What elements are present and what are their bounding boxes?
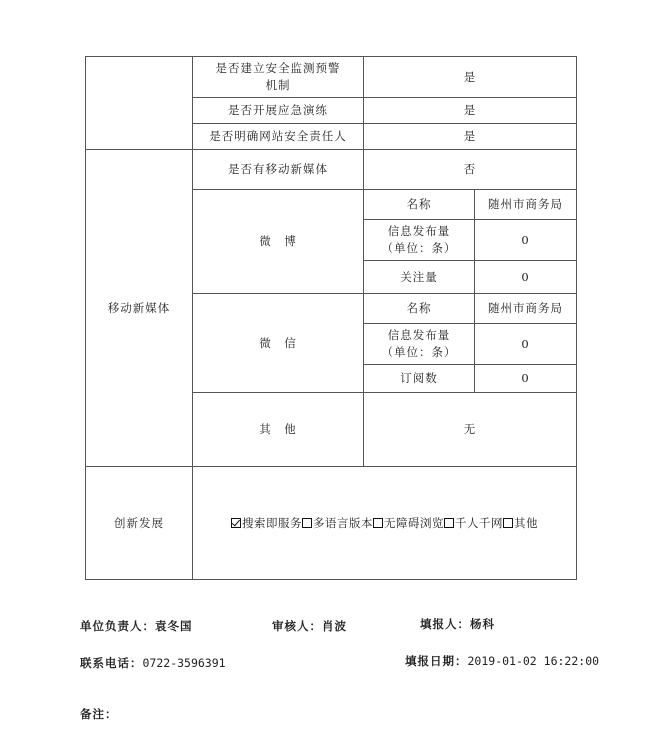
- other-value: 无: [364, 393, 577, 467]
- weibo-posts-value: 0: [475, 220, 577, 261]
- filler: 填报人：杨科: [420, 617, 495, 631]
- wechat-name-value: 随州市商务局: [475, 294, 577, 324]
- weibo-label: 微 博: [193, 190, 364, 294]
- has-media-label: 是否有移动新媒体: [193, 150, 364, 190]
- wechat-name-label: 名称: [364, 294, 475, 324]
- has-media-value: 否: [364, 150, 577, 190]
- option-personalized[interactable]: 千人千网: [444, 516, 503, 530]
- checkbox-icon[interactable]: [302, 518, 312, 528]
- monitoring-value: 是: [364, 57, 577, 98]
- checkbox-icon[interactable]: [231, 518, 241, 528]
- wechat-subscribers-value: 0: [475, 365, 577, 393]
- wechat-posts-label: 信息发布量 （单位：条）: [364, 324, 475, 365]
- weibo-followers-label: 关注量: [364, 261, 475, 294]
- responsible-value: 是: [364, 124, 577, 150]
- contact-phone: 联系电话：0722-3596391: [80, 656, 226, 670]
- responsible-label: 是否明确网站安全责任人: [193, 124, 364, 150]
- option-search-service[interactable]: 搜索即服务: [231, 516, 302, 530]
- weibo-name-value: 随州市商务局: [475, 190, 577, 220]
- checkbox-icon[interactable]: [444, 518, 454, 528]
- checkbox-icon[interactable]: [503, 518, 513, 528]
- drill-label: 是否开展应急演练: [193, 98, 364, 124]
- weibo-posts-label: 信息发布量 （单位：条）: [364, 220, 475, 261]
- option-multilingual[interactable]: 多语言版本: [302, 516, 373, 530]
- option-accessibility[interactable]: 无障碍浏览: [373, 516, 444, 530]
- unit-head: 单位负责人：袁冬国: [80, 619, 193, 633]
- wechat-posts-value: 0: [475, 324, 577, 365]
- innovation-options: [193, 467, 577, 580]
- wechat-subscribers-label: 订阅数: [364, 365, 475, 393]
- reviewer: 审核人：肖波: [272, 619, 347, 633]
- option-other[interactable]: 其他: [503, 516, 538, 530]
- drill-value: 是: [364, 98, 577, 124]
- wechat-label: 微 信: [193, 294, 364, 393]
- blank-cell: [86, 57, 193, 150]
- mobile-section-label: 移动新媒体: [86, 150, 193, 467]
- innovation-section-label: 创新发展: [86, 467, 193, 580]
- weibo-followers-value: 0: [475, 261, 577, 294]
- remarks-label: 备注：: [80, 707, 118, 721]
- other-label: 其 他: [193, 393, 364, 467]
- checkbox-icon[interactable]: [373, 518, 383, 528]
- monitoring-label: 是否建立安全监测预警 机制: [193, 57, 364, 98]
- report-table: [85, 56, 577, 580]
- weibo-name-label: 名称: [364, 190, 475, 220]
- report-date: 填报日期：2019-01-02 16:22:00: [405, 654, 600, 668]
